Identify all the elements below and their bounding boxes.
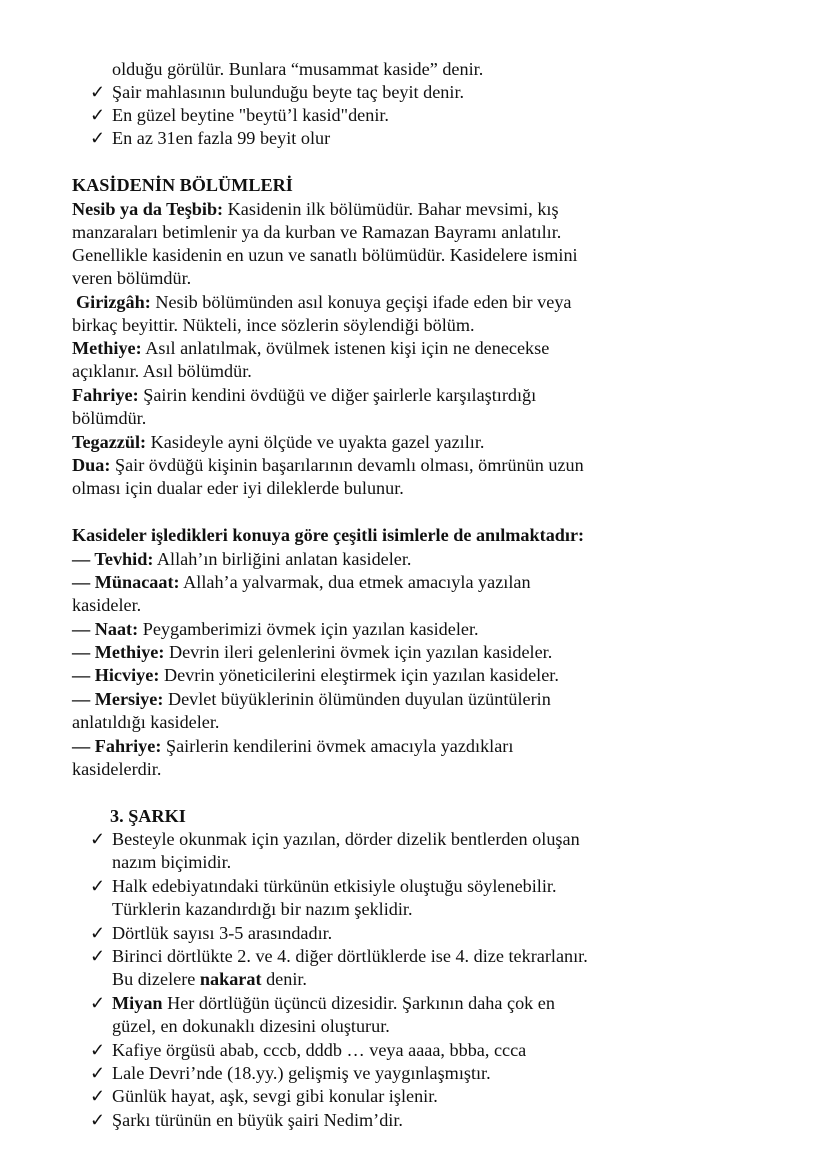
section-heading: 3. ŞARKI <box>110 806 186 826</box>
list-item-continuation: güzel, en dokunaklı dizesini oluşturur. <box>112 1016 390 1036</box>
section-heading: Kasideler işledikleri konuya göre çeşitli isimlerle de anılmaktadır: <box>72 525 585 545</box>
check-icon: ✓ <box>90 128 106 148</box>
type-hicviye: — Hicviye: Devrin yöneticilerini eleştirmek için yazılan kasideler. <box>72 665 559 685</box>
definition-tegazzul: Tegazzül: Kasideyle ayni ölçüde ve uyakta gazel yazılır. <box>72 432 485 452</box>
list-item: ✓ Halk edebiyatındaki türkünün etkisiyle oluştuğu söylenebilir. <box>90 876 557 896</box>
list-item-continuation: nazım biçimidir. <box>112 852 232 872</box>
type-methiye: — Methiye: Devrin ileri gelenlerini övmek için yazılan kasideler. <box>72 642 553 662</box>
check-icon: ✓ <box>90 993 106 1013</box>
list-item: ✓ Şair mahlasının bulunduğu beyte taç beyit denir. <box>90 82 465 102</box>
type-mersiye: — Mersiye: Devlet büyüklerinin ölümünden duyulan üzüntülerin <box>72 689 551 709</box>
list-item-continuation: Bu dizelere nakarat denir. <box>112 969 307 989</box>
check-icon: ✓ <box>90 105 106 125</box>
definition-dua: Dua: Şair övdüğü kişinin başarılarının devamlı olması, ömrünün uzun <box>72 455 584 475</box>
type-text: kasideler. <box>72 595 142 615</box>
list-continuation: olduğu görülür. Bunlara “musammat kaside” denir. <box>112 59 484 79</box>
type-text: anlatıldığı kasideler. <box>72 712 220 732</box>
list-item: ✓ Birinci dörtlükte 2. ve 4. diğer dörtlüklerde ise 4. dize tekrarlanır. <box>90 946 588 966</box>
check-icon: ✓ <box>90 82 106 102</box>
check-icon: ✓ <box>90 1086 106 1106</box>
list-item: ✓ Şarkı türünün en büyük şairi Nedim’dir. <box>90 1110 403 1130</box>
definition-fahriye: Fahriye: Şairin kendini övdüğü ve diğer şairlerle karşılaştırdığı <box>72 385 537 405</box>
list-item: ✓ Günlük hayat, aşk, sevgi gibi konular işlenir. <box>90 1086 438 1106</box>
definition-text: veren bölümdür. <box>72 268 192 288</box>
definition-text: bölümdür. <box>72 408 147 428</box>
definition-text: birkaç beyittir. Nükteli, ince sözlerin söylendiği bölüm. <box>72 315 475 335</box>
check-icon: ✓ <box>90 1063 106 1083</box>
list-item: ✓ Lale Devri’nde (18.yy.) gelişmiş ve yaygınlaşmıştır. <box>90 1063 491 1083</box>
type-munacaat: — Münacaat: Allah’a yalvarmak, dua etmek amacıyla yazılan <box>72 572 531 592</box>
definition-text: olması için dualar eder iyi dileklerde bulunur. <box>72 478 404 498</box>
check-icon: ✓ <box>90 1040 106 1060</box>
list-item: ✓ Besteyle okunmak için yazılan, dörder dizelik bentlerden oluşan <box>90 829 580 849</box>
type-naat: — Naat: Peygamberimizi övmek için yazılan kasideler. <box>72 619 479 639</box>
check-icon: ✓ <box>90 923 106 943</box>
check-icon: ✓ <box>90 829 106 849</box>
list-item: ✓ Miyan Her dörtlüğün üçüncü dizesidir. Şarkının daha çok en <box>90 993 555 1013</box>
definition-girizgah: Girizgâh: Nesib bölümünden asıl konuya geçişi ifade eden bir veya <box>76 292 572 312</box>
list-item: ✓ Dörtlük sayısı 3-5 arasındadır. <box>90 923 333 943</box>
check-icon: ✓ <box>90 946 106 966</box>
definition-methiye: Methiye: Asıl anlatılmak, övülmek istenen kişi için ne denecekse <box>72 338 550 358</box>
check-icon: ✓ <box>90 1110 106 1130</box>
list-item: ✓ Kafiye örgüsü abab, cccb, dddb … veya aaaa, bbba, ccca <box>90 1040 527 1060</box>
definition-nesib: Nesib ya da Teşbib: Kasidenin ilk bölümüdür. Bahar mevsimi, kış <box>72 199 559 219</box>
check-icon: ✓ <box>90 876 106 896</box>
type-fahriye: — Fahriye: Şairlerin kendilerini övmek amacıyla yazdıkları <box>72 736 514 756</box>
list-item-continuation: Türklerin kazandırdığı bir nazım şeklidir. <box>112 899 413 919</box>
definition-text: Genellikle kasidenin en uzun ve sanatlı bölümüdür. Kasidelere ismini <box>72 245 578 265</box>
list-item: ✓ En az 31en fazla 99 beyit olur <box>90 128 331 148</box>
definition-text: manzaraları betimlenir ya da kurban ve Ramazan Bayramı anlatılır. <box>72 222 562 242</box>
type-tevhid: — Tevhid: Allah’ın birliğini anlatan kasideler. <box>72 549 412 569</box>
section-heading: KASİDENİN BÖLÜMLERİ <box>72 175 293 195</box>
list-item: ✓ En güzel beytine "beytü’l kasid"denir. <box>90 105 389 125</box>
definition-text: açıklanır. Asıl bölümdür. <box>72 361 252 381</box>
type-text: kasidelerdir. <box>72 759 162 779</box>
